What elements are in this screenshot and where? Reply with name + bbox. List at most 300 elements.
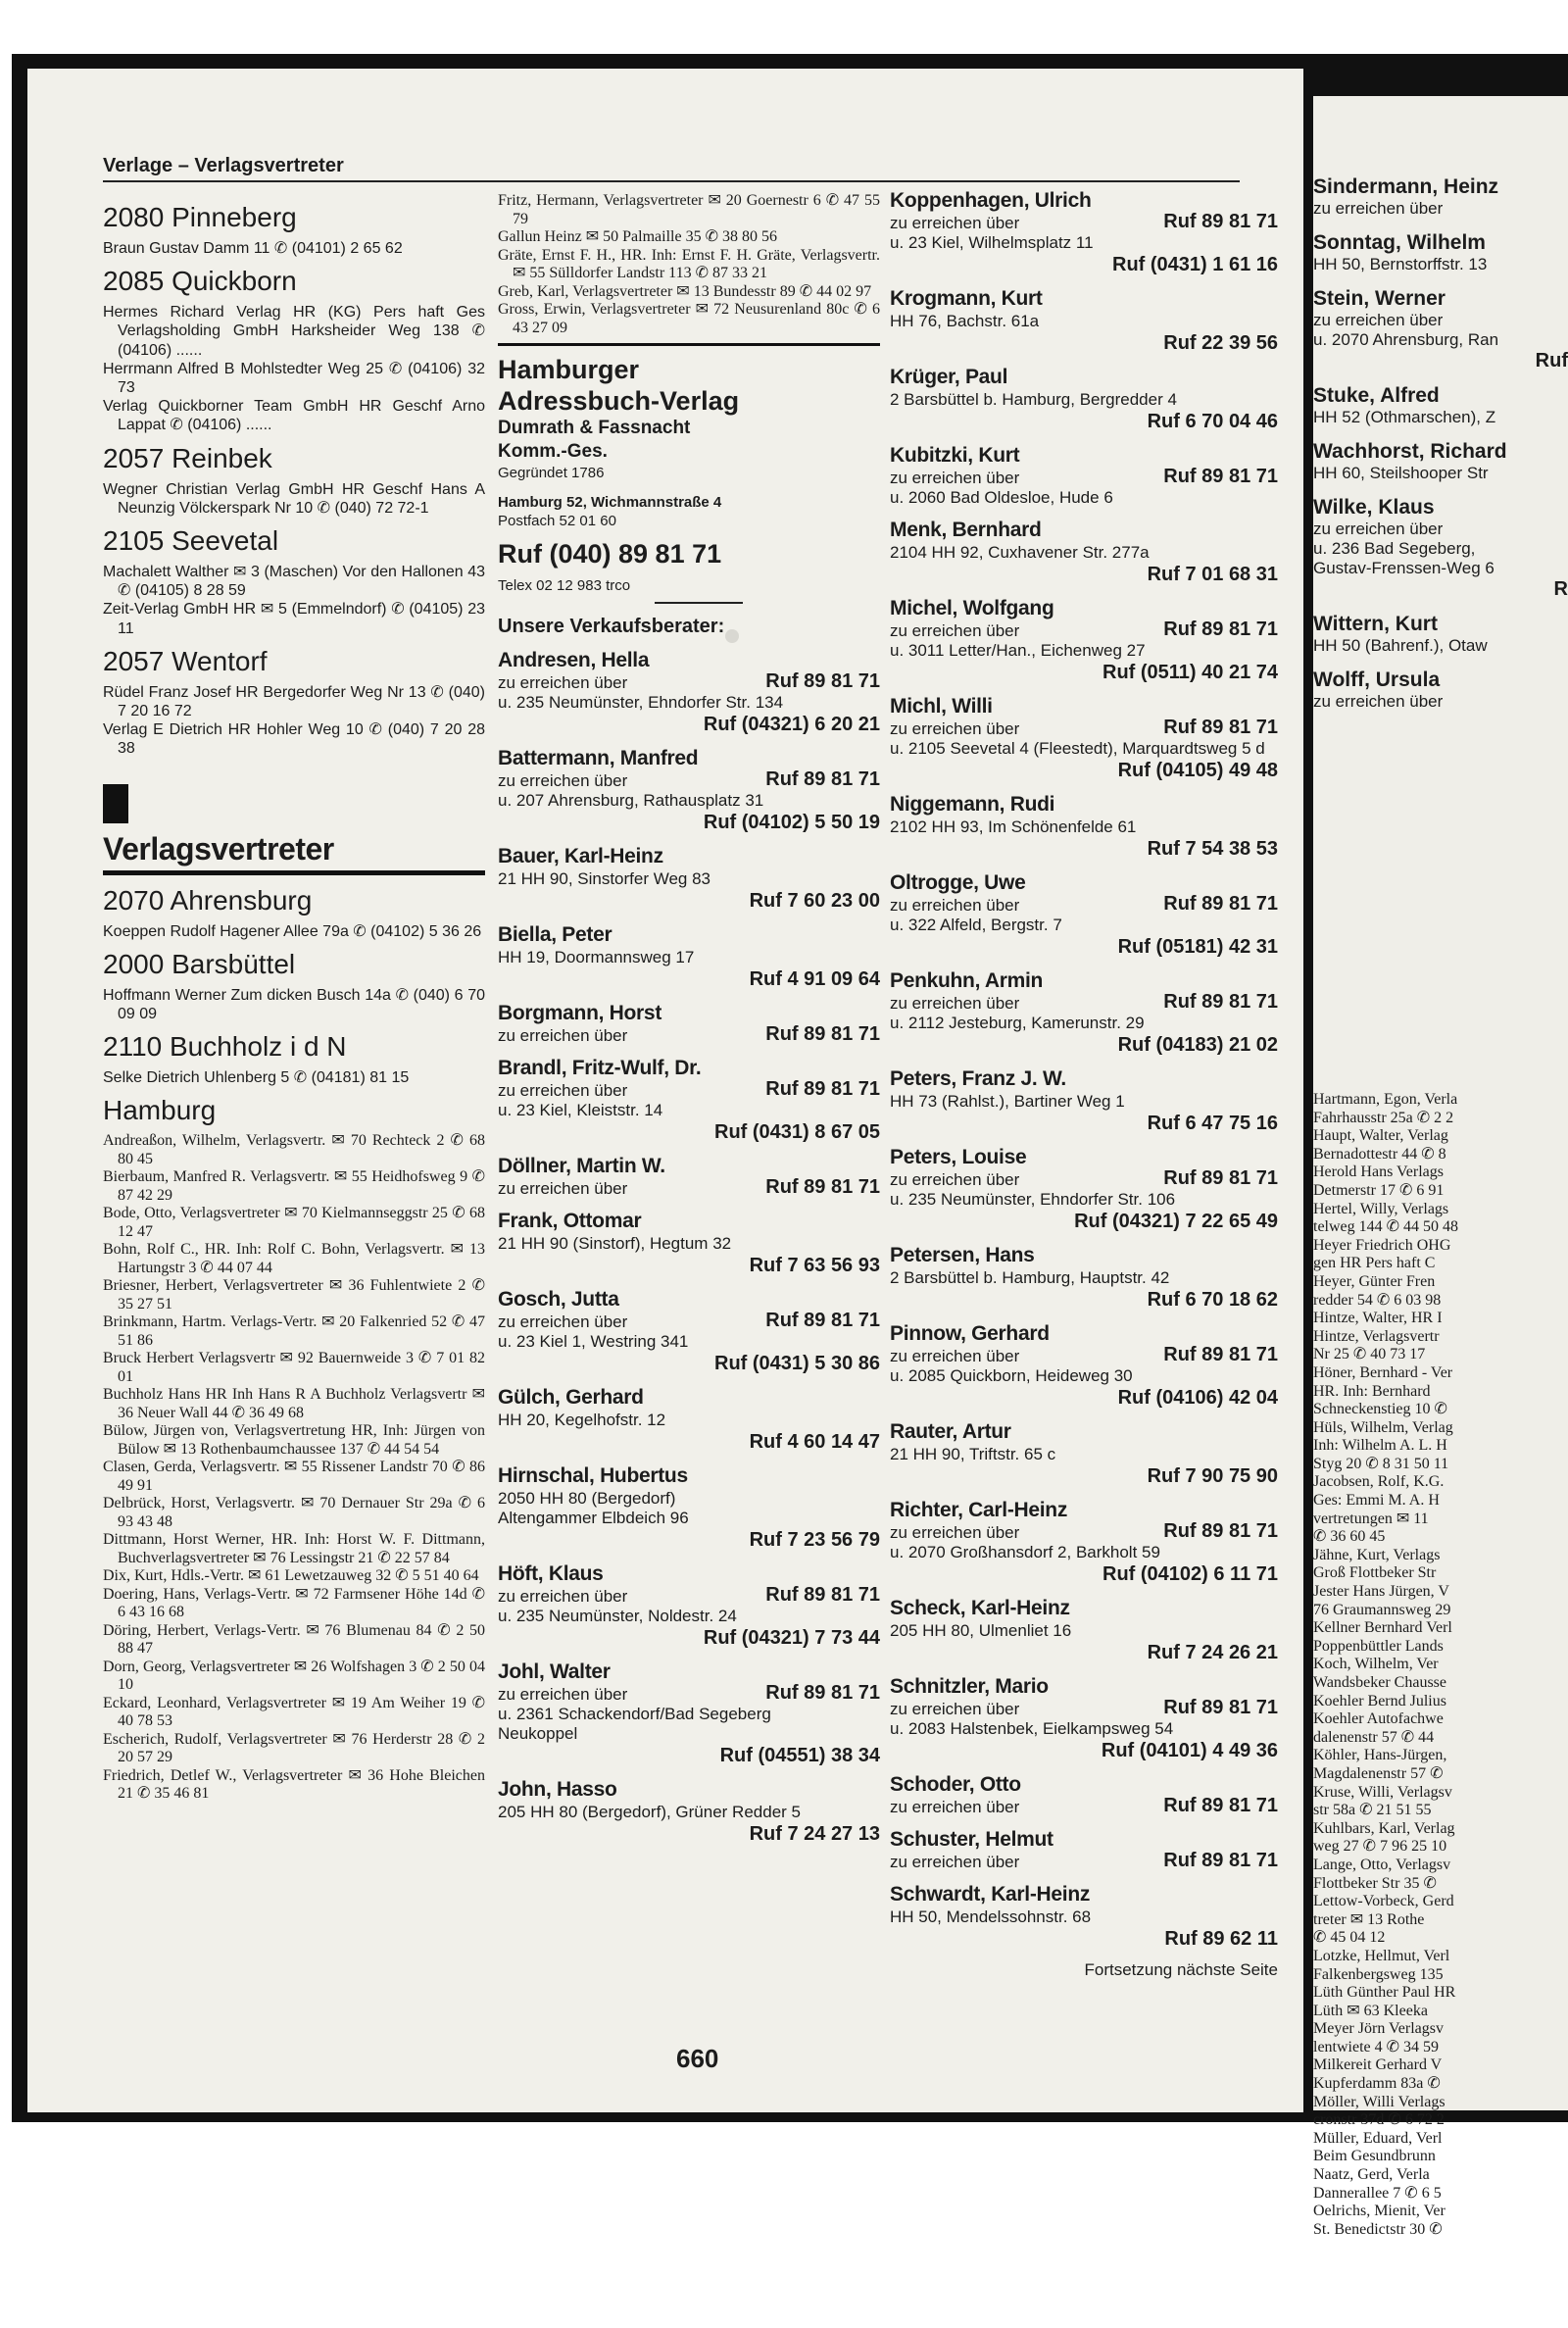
listing-entry: Hertel, Willy, Verlags bbox=[1313, 1200, 1449, 1217]
place-heading: 2110 Buchholz i d N bbox=[103, 1031, 347, 1063]
listing-entry: Dannerallee 7 ✆ 6 5 bbox=[1313, 2184, 1442, 2202]
adviser-line: u. 3011 Letter/Han., Eichenweg 27 bbox=[890, 641, 1146, 660]
page-number: 660 bbox=[676, 2044, 719, 2073]
adviser-name: Michel, Wolfgang bbox=[890, 597, 1054, 619]
adviser-line: u. 2105 Seevetal 4 (Fleestedt), Marquardtsweg 5 d bbox=[890, 739, 1265, 758]
adviser-phone: Ruf 7 01 68 31 bbox=[1147, 564, 1278, 585]
adviser-name: Stuke, Alfred bbox=[1313, 384, 1440, 407]
adviser-line: u. 2083 Halstenbek, Eielkampsweg 54 bbox=[890, 1719, 1174, 1738]
adviser-phone: Ruf (04321) 6 20 21 bbox=[703, 714, 880, 735]
adviser-line: zu erreichen über Ruf 89 81 71 bbox=[890, 1520, 1278, 1542]
listing-entry: Magdalenenstr 57 ✆ bbox=[1313, 1764, 1444, 1782]
adviser-entry bbox=[498, 1463, 880, 1552]
listing-entry: Groß Flottbeker Str bbox=[1313, 1564, 1437, 1582]
listing-entry: dalenenstr 57 ✆ 44 bbox=[1313, 1728, 1435, 1746]
adviser-phone: Ruf 89 81 71 bbox=[1163, 893, 1278, 915]
adviser-line: zu erreichen über Ruf 89 81 71 bbox=[890, 466, 1278, 487]
adviser-entry bbox=[890, 1419, 1278, 1488]
adviser-line: u. 23 Kiel 1, Westring 341 bbox=[498, 1332, 689, 1351]
listing-entry: Inh: Wilhelm A. L. H bbox=[1313, 1437, 1447, 1455]
adviser-phone: Ruf 89 81 71 bbox=[1163, 619, 1278, 640]
listing-entry: Höner, Bernhard - Ver bbox=[1313, 1363, 1453, 1381]
listing-entry: Hintze, Verlagsvertr bbox=[1313, 1327, 1440, 1345]
adviser-entry bbox=[1313, 439, 1568, 483]
adviser-name: Pinnow, Gerhard bbox=[890, 1322, 1050, 1345]
adviser-name: John, Hasso bbox=[498, 1778, 617, 1801]
listing-entry: Verlag Quickborner Team GmbH HR Geschf Arno Lappat ✆ (04106) ...... bbox=[103, 398, 485, 434]
adviser-line: zu erreichen über Ruf 89 81 71 bbox=[890, 1167, 1278, 1189]
adviser-line: Gustav-Frenssen-Weg 6 bbox=[1313, 559, 1494, 577]
listing-entry: Doering, Hans, Verlags-Vertr. ✉ 72 Farmsener Höhe 14d ✆ 6 43 16 68 bbox=[103, 1585, 485, 1621]
listing-entry: Andreaßon, Wilhelm, Verlagsvertr. ✉ 70 Rechteck 2 ✆ 68 80 45 bbox=[103, 1132, 485, 1167]
listing-entry: Naatz, Gerd, Verla bbox=[1313, 2166, 1430, 2184]
publisher-founded: Gegründet 1786 bbox=[498, 465, 605, 481]
listing-entry: Hermes Richard Verlag HR (KG) Pers haft Ges Verlagsholding GmbH Harksheider Weg 138 ✆ (04106) ...... bbox=[103, 304, 485, 359]
adviser-phone: Ruf 7 24 26 21 bbox=[1147, 1642, 1278, 1663]
section-rule bbox=[103, 870, 485, 875]
adviser-name: Bauer, Karl-Heinz bbox=[498, 845, 663, 867]
adviser-entry bbox=[498, 746, 880, 834]
adviser-name: Schwardt, Karl-Heinz bbox=[890, 1883, 1091, 1906]
adviser-line: zu erreichen über Ruf 89 81 71 bbox=[890, 1697, 1278, 1718]
listing-entry: Verlag E Dietrich HR Hohler Weg 10 ✆ (040) 7 20 28 38 bbox=[103, 721, 485, 758]
adviser-entry bbox=[890, 1827, 1278, 1872]
listing-entry: Haupt, Walter, Verlag bbox=[1313, 1127, 1448, 1145]
adviser-phone: Ruf 7 60 23 00 bbox=[749, 890, 880, 912]
adviser-phone: Ruf 89 81 71 bbox=[1163, 466, 1278, 487]
adviser-name: Schuster, Helmut bbox=[890, 1828, 1054, 1851]
adviser-name: Peters, Louise bbox=[890, 1146, 1027, 1168]
continued-note: Fortsetzung nächste Seite bbox=[1084, 1960, 1278, 1979]
adviser-phone: Ruf bbox=[1535, 350, 1568, 371]
listing-entry: Möller, Willi Verlags bbox=[1313, 2093, 1446, 2110]
adviser-line: zu erreichen über Ruf 89 81 71 bbox=[890, 211, 1278, 232]
adviser-line: 21 HH 90 (Sinstorf), Hegtum 32 bbox=[498, 1234, 732, 1253]
adviser-name: Peters, Franz J. W. bbox=[890, 1067, 1066, 1090]
listing-entry: Delbrück, Horst, Verlagsvertr. ✉ 70 Dernauer Str 29a ✆ 6 93 43 48 bbox=[103, 1495, 485, 1530]
listing-entry: Müller, Eduard, Verl bbox=[1313, 2129, 1443, 2147]
adviser-entry bbox=[890, 1674, 1278, 1762]
adviser-name: Penkuhn, Armin bbox=[890, 969, 1044, 992]
adviser-line: zu erreichen über Ruf 89 81 71 bbox=[890, 991, 1278, 1013]
adviser-entry bbox=[498, 922, 880, 991]
adviser-phone: Ruf 7 63 56 93 bbox=[749, 1255, 880, 1276]
adviser-phone: Ruf 89 81 71 bbox=[1163, 1520, 1278, 1542]
adviser-entry bbox=[1313, 612, 1568, 656]
adviser-phone: Ruf (04101) 4 49 36 bbox=[1101, 1740, 1278, 1761]
adviser-name: Stein, Werner bbox=[1313, 287, 1446, 310]
listing-entry: Kellner Bernhard Verl bbox=[1313, 1619, 1452, 1637]
listing-entry: 76 Graumannsweg 29 bbox=[1313, 1601, 1451, 1618]
listing-entry: Eckard, Leonhard, Verlagsvertreter ✉ 19 Am Weiher 19 ✆ 40 78 53 bbox=[103, 1694, 485, 1730]
listing-entry: ✆ 36 60 45 bbox=[1313, 1528, 1386, 1546]
listing-entry: Herrmann Alfred B Mohlstedter Weg 25 ✆ (04106) 32 73 bbox=[103, 360, 485, 397]
listing-entry: lentwiete 4 ✆ 34 59 bbox=[1313, 2038, 1440, 2056]
listing-entry: Flottbeker Str 35 ✆ bbox=[1313, 1874, 1437, 1892]
adviser-entry bbox=[890, 1321, 1278, 1410]
listing-entry: Lotzke, Hellmut, Verl bbox=[1313, 1947, 1450, 1964]
listing-entry: Hoffmann Werner Zum dicken Busch 14a ✆ (040) 6 70 09 09 bbox=[103, 986, 485, 1023]
adviser-phone: Ruf 6 70 18 62 bbox=[1147, 1289, 1278, 1311]
adviser-phone: Ruf 7 23 56 79 bbox=[749, 1529, 880, 1551]
adviser-entry bbox=[890, 792, 1278, 861]
adviser-line: zu erreichen über Ruf 89 81 71 bbox=[890, 1850, 1278, 1871]
adviser-name: Schoder, Otto bbox=[890, 1773, 1021, 1796]
adviser-line: HH 19, Doormannsweg 17 bbox=[498, 948, 695, 966]
verlage-list bbox=[103, 202, 485, 759]
adviser-entry bbox=[498, 844, 880, 913]
adviser-phone: Ruf 7 24 27 13 bbox=[749, 1823, 880, 1845]
listing-entry: Jacobsen, Rolf, K.G. bbox=[1313, 1473, 1445, 1491]
adviser-line: zu erreichen über Ruf 89 81 71 bbox=[498, 1584, 880, 1606]
adviser-name: Oltrogge, Uwe bbox=[890, 871, 1026, 894]
column-3 bbox=[890, 188, 1278, 2322]
listing-entry: Oelrichs, Mienit, Ver bbox=[1313, 2203, 1446, 2220]
adviser-phone: Ruf 89 81 71 bbox=[1163, 991, 1278, 1013]
adviser-line: u. 322 Alfeld, Bergstr. 7 bbox=[890, 916, 1062, 934]
place-heading: 2080 Pinneberg bbox=[103, 202, 297, 232]
adviser-line: u. 235 Neumünster, Noldestr. 24 bbox=[498, 1607, 737, 1625]
listing-entry: Poppenbüttler Lands bbox=[1313, 1637, 1444, 1655]
adviser-line: HH 76, Bachstr. 61a bbox=[890, 312, 1040, 330]
adviser-line: u. 2070 Großhansdorf 2, Barkholt 59 bbox=[890, 1543, 1160, 1561]
adviser-phone: Ruf 22 39 56 bbox=[1163, 332, 1278, 354]
place-heading: 2070 Ahrensburg bbox=[103, 884, 313, 916]
listing-entry: Wegner Christian Verlag GmbH HR Geschf Hans A Neunzig Völckerspark Nr 10 ✆ (040) 72 72-1 bbox=[103, 480, 485, 517]
hamburg-list-continued bbox=[498, 192, 880, 337]
adviser-phone: Ruf 89 81 71 bbox=[765, 1310, 880, 1331]
adviser-name: Wolff, Ursula bbox=[1313, 669, 1441, 691]
listing-entry: vertretungen ✉ 11 bbox=[1313, 1510, 1429, 1527]
listing-entry: str 58a ✆ 21 51 55 bbox=[1313, 1802, 1432, 1819]
listing-entry: Dittmann, Horst Werner, HR. Inh: Horst W. F. Dittmann, Buchverlagsvertreter ✉ 76 Lessingstr 21 ✆ 22 57 84 bbox=[103, 1531, 485, 1566]
listing-entry: Fahrhausstr 25a ✆ 2 2 bbox=[1313, 1109, 1454, 1126]
adviser-entry bbox=[498, 648, 880, 736]
adviser-entry bbox=[890, 188, 1278, 276]
adviser-line: zu erreichen über Ruf 89 81 71 bbox=[890, 1795, 1278, 1816]
listing-entry: Hüls, Wilhelm, Verlag bbox=[1313, 1418, 1453, 1436]
adviser-phone: Ruf 89 81 71 bbox=[1163, 1850, 1278, 1871]
adviser-name: Gosch, Jutta bbox=[498, 1288, 619, 1311]
adviser-line: u. 235 Neumünster, Ehndorfer Str. 106 bbox=[890, 1190, 1176, 1209]
listing-entry: Bernadottestr 44 ✆ 8 bbox=[1313, 1145, 1446, 1163]
listing-entry: Bruck Herbert Verlagsvertr ✉ 92 Bauernweide 3 ✆ 7 01 82 01 bbox=[103, 1350, 485, 1385]
publisher-phone: Ruf (040) 89 81 71 bbox=[498, 539, 722, 569]
place-heading: 2057 Reinbek bbox=[103, 442, 272, 473]
page-header: Verlage – Verlagsvertreter bbox=[103, 155, 344, 176]
adviser-name: Richter, Carl-Heinz bbox=[890, 1499, 1068, 1521]
listing-entry: Falkenbergsweg 135 bbox=[1313, 1965, 1444, 1983]
adviser-entry bbox=[498, 1056, 880, 1144]
adviser-phone: R bbox=[1553, 578, 1568, 600]
listing-entry: Wandsbeker Chausse bbox=[1313, 1674, 1447, 1691]
listing-entry: Rüdel Franz Josef HR Bergedorfer Weg Nr 13 ✆ (040) 7 20 16 72 bbox=[103, 683, 485, 720]
listing-entry: Kruse, Willi, Verlagsv bbox=[1313, 1783, 1452, 1801]
vertreter-list bbox=[103, 885, 485, 1088]
listing-entry: telweg 144 ✆ 44 50 48 bbox=[1313, 1218, 1459, 1236]
publisher-owners: Dumrath & Fassnacht bbox=[498, 418, 691, 438]
adviser-line: HH 50, Bernstorffstr. 13 bbox=[1313, 255, 1488, 273]
listing-entry: Gräte, Ernst F. H., HR. Inh: Ernst F. H. Gräte, Verlagsvertr. ✉ 55 Sülldorfer Landstr 113 ✆ 87 33 21 bbox=[498, 246, 880, 281]
listing-entry: Koehler Autofachwe bbox=[1313, 1710, 1444, 1728]
adviser-phone: Ruf 6 47 75 16 bbox=[1147, 1113, 1278, 1134]
listing-entry: Bierbaum, Manfred R. Verlagsvertr. ✉ 55 Heidhofsweg 9 ✆ 87 42 29 bbox=[103, 1168, 485, 1204]
adviser-line: u. 2112 Jesteburg, Kamerunstr. 29 bbox=[890, 1014, 1145, 1032]
listing-entry: Milkereit Gerhard V bbox=[1313, 2056, 1443, 2074]
adviser-line: zu erreichen über bbox=[1313, 520, 1444, 538]
right-page-ads bbox=[1313, 174, 1568, 723]
adviser-phone: Ruf (0511) 40 21 74 bbox=[1102, 662, 1278, 683]
listing-entry: Bülow, Jürgen von, Verlagsvertretung HR, Inh: Jürgen von Bülow ✉ 13 Rothenbaumchaussee 137 ✆ 44 54 54 bbox=[103, 1422, 485, 1458]
adviser-entry bbox=[1313, 174, 1568, 219]
adviser-line: 2102 HH 93, Im Schönenfelde 61 bbox=[890, 817, 1137, 836]
hamburg-list bbox=[103, 1132, 485, 1804]
listing-entry: ✆ 45 04 12 bbox=[1313, 1929, 1386, 1947]
column-2 bbox=[498, 192, 880, 2326]
adviser-entry bbox=[498, 1385, 880, 1454]
listing-entry: Jester Hans Jürgen, V bbox=[1313, 1583, 1449, 1601]
adviser-name: Krüger, Paul bbox=[890, 366, 1008, 388]
adviser-phone: Ruf 7 90 75 90 bbox=[1147, 1465, 1278, 1487]
adviser-line: zu erreichen über Ruf 89 81 71 bbox=[498, 1310, 880, 1331]
adviser-name: Scheck, Karl-Heinz bbox=[890, 1597, 1070, 1619]
adviser-entry bbox=[1313, 230, 1568, 274]
listing-entry: Detmerstr 17 ✆ 6 91 bbox=[1313, 1181, 1445, 1199]
section-title: Verlagsvertreter bbox=[103, 830, 334, 867]
adviser-entry bbox=[498, 1001, 880, 1046]
adviser-line: 21 HH 90, Sinstorfer Weg 83 bbox=[498, 869, 711, 888]
adviser-line: u. 2070 Ahrensburg, Ran bbox=[1313, 330, 1499, 349]
listing-entry: HR. Inh: Bernhard bbox=[1313, 1382, 1431, 1400]
adviser-line: u. 2085 Quickborn, Heideweg 30 bbox=[890, 1366, 1133, 1385]
adviser-entry bbox=[1313, 383, 1568, 427]
listing-entry: Schneckenstieg 10 ✆ bbox=[1313, 1401, 1447, 1418]
listing-entry: Nr 25 ✆ 40 73 17 bbox=[1313, 1346, 1426, 1363]
adviser-name: Wachhorst, Richard bbox=[1313, 440, 1507, 463]
adviser-name: Sindermann, Heinz bbox=[1313, 175, 1499, 198]
listing-entry: Gallun Heinz ✉ 50 Palmaille 35 ✆ 38 80 56 bbox=[498, 228, 777, 245]
place-heading: 2057 Wentorf bbox=[103, 645, 268, 676]
adviser-entry bbox=[890, 870, 1278, 959]
listing-entry: Köhler, Hans-Jürgen, bbox=[1313, 1747, 1447, 1764]
publisher-name-1: Hamburger bbox=[498, 355, 640, 384]
adviser-name: Wilke, Klaus bbox=[1313, 496, 1435, 519]
adviser-entry bbox=[890, 1596, 1278, 1664]
adviser-name: Schnitzler, Mario bbox=[890, 1675, 1049, 1698]
adviser-name: Kubitzki, Kurt bbox=[890, 444, 1020, 467]
sales-advisers-list bbox=[498, 648, 880, 1846]
adviser-entry bbox=[890, 1772, 1278, 1817]
adviser-name: Sonntag, Wilhelm bbox=[1313, 231, 1486, 254]
listing-entry: Dorn, Georg, Verlagsvertreter ✉ 26 Wolfshagen 3 ✆ 2 50 04 10 bbox=[103, 1658, 485, 1694]
publisher-ad bbox=[498, 354, 880, 638]
listing-entry: Döring, Herbert, Verlags-Vertr. ✉ 76 Blumenau 84 ✆ 2 50 88 47 bbox=[103, 1621, 485, 1658]
adviser-line: 2104 HH 92, Cuxhavener Str. 277a bbox=[890, 543, 1150, 562]
listing-entry: Bode, Otto, Verlagsvertreter ✉ 70 Kielmannseggstr 25 ✆ 68 12 47 bbox=[103, 1205, 485, 1240]
adviser-phone: Ruf (04105) 49 48 bbox=[1117, 760, 1278, 781]
place-heading: 2085 Quickborn bbox=[103, 266, 297, 297]
adviser-phone: Ruf 89 81 71 bbox=[765, 1682, 880, 1704]
adviser-phone: Ruf (04551) 38 34 bbox=[719, 1745, 880, 1766]
adviser-line: u. 23 Kiel, Kleiststr. 14 bbox=[498, 1101, 663, 1119]
adviser-phone: Ruf (05181) 42 31 bbox=[1117, 936, 1278, 958]
listing-entry: Friedrich, Detlef W., Verlagsvertreter ✉ 36 Hohe Bleichen 21 ✆ 35 46 81 bbox=[103, 1766, 485, 1803]
adviser-entry bbox=[890, 596, 1278, 684]
adviser-line: 2 Barsbüttel b. Hamburg, Bergredder 4 bbox=[890, 390, 1177, 409]
adviser-phone: Ruf (04102) 6 11 71 bbox=[1102, 1563, 1278, 1585]
adviser-line: Neukoppel bbox=[498, 1724, 578, 1743]
right-page-list bbox=[1313, 1091, 1568, 2239]
sales-advisers-list-2 bbox=[890, 188, 1278, 1951]
adviser-entry bbox=[1313, 286, 1568, 371]
listing-entry: gen HR Pers haft C bbox=[1313, 1255, 1436, 1272]
header-rule bbox=[103, 180, 1240, 182]
listing-entry: Clasen, Gerda, Verlagsvertr. ✉ 55 Rissener Landstr 70 ✆ 86 49 91 bbox=[103, 1459, 485, 1494]
adviser-name: Höft, Klaus bbox=[498, 1562, 604, 1585]
adviser-entry bbox=[890, 1882, 1278, 1951]
listing-entry: Bohn, Rolf C., HR. Inh: Rolf C. Bohn, Verlagsvertr. ✉ 13 Hartungstr 3 ✆ 44 07 44 bbox=[103, 1241, 485, 1276]
adviser-line: zu erreichen über Ruf 89 81 71 bbox=[498, 1176, 880, 1198]
adviser-entry bbox=[890, 1145, 1278, 1233]
adviser-phone: Ruf (0431) 1 61 16 bbox=[1112, 254, 1278, 275]
adviser-line: u. 236 Bad Segeberg, bbox=[1313, 539, 1476, 558]
listing-entry: cronstr 37d ✆ 6 72 2 bbox=[1313, 2111, 1445, 2129]
listing-entry: weg 27 ✆ 7 96 25 10 bbox=[1313, 1838, 1447, 1856]
adviser-entry bbox=[1313, 668, 1568, 712]
adviser-phone: Ruf 89 81 71 bbox=[765, 768, 880, 790]
listing-entry: Braun Gustav Damm 11 ✆ (04101) 2 65 62 bbox=[103, 240, 403, 257]
listing-entry: Koehler Bernd Julius bbox=[1313, 1692, 1446, 1709]
adviser-phone: Ruf (04102) 5 50 19 bbox=[703, 812, 880, 833]
listing-entry: Escherich, Rudolf, Verlagsvertreter ✉ 76 Herderstr 28 ✆ 2 20 57 29 bbox=[103, 1730, 485, 1766]
listing-entry: Selke Dietrich Uhlenberg 5 ✆ (04181) 81 15 bbox=[103, 1069, 410, 1087]
adviser-entry bbox=[498, 1659, 880, 1767]
adviser-line: u. 2060 Bad Oldesloe, Hude 6 bbox=[890, 488, 1113, 507]
listing-entry: Herold Hans Verlags bbox=[1313, 1164, 1445, 1181]
adviser-line: 2 Barsbüttel b. Hamburg, Hauptstr. 42 bbox=[890, 1268, 1170, 1287]
adviser-line: zu erreichen über Ruf 89 81 71 bbox=[890, 893, 1278, 915]
publisher-postfach: Postfach 52 01 60 bbox=[498, 513, 616, 529]
adviser-line: zu erreichen über Ruf 89 81 71 bbox=[498, 768, 880, 790]
adviser-line: 21 HH 90, Triftstr. 65 c bbox=[890, 1445, 1056, 1463]
listing-entry: Heyer, Günter Fren bbox=[1313, 1272, 1436, 1290]
adviser-name: Frank, Ottomar bbox=[498, 1210, 642, 1232]
publisher-address: Hamburg 52, Wichmannstraße 4 bbox=[498, 494, 722, 511]
adviser-line: u. 2361 Schackendorf/Bad Segeberg bbox=[498, 1705, 771, 1723]
adviser-line: zu erreichen über Ruf 89 81 71 bbox=[498, 1023, 880, 1045]
adviser-line: HH 50, Mendelssohnstr. 68 bbox=[890, 1907, 1092, 1926]
adviser-entry bbox=[890, 694, 1278, 782]
adviser-phone: Ruf 89 81 71 bbox=[1163, 1344, 1278, 1365]
adviser-line: 205 HH 80, Ulmenliet 16 bbox=[890, 1621, 1072, 1640]
adviser-entry bbox=[498, 1561, 880, 1650]
adviser-entry bbox=[890, 286, 1278, 355]
listing-entry: redder 54 ✆ 6 03 98 bbox=[1313, 1291, 1442, 1309]
adviser-name: Borgmann, Horst bbox=[498, 1002, 662, 1024]
adviser-name: Gülch, Gerhard bbox=[498, 1386, 644, 1409]
adviser-name: Battermann, Manfred bbox=[498, 747, 699, 769]
adviser-name: Rauter, Artur bbox=[890, 1420, 1011, 1443]
adviser-entry bbox=[890, 968, 1278, 1057]
listing-entry: Jähne, Kurt, Verlags bbox=[1313, 1546, 1441, 1563]
adviser-phone: Ruf 7 54 38 53 bbox=[1147, 838, 1278, 860]
adviser-phone: Ruf 89 81 71 bbox=[765, 1023, 880, 1045]
sales-advisers-title: Unsere Verkaufsberater: bbox=[498, 616, 725, 637]
adviser-phone: Ruf 4 91 09 64 bbox=[749, 968, 880, 990]
listing-entry: Koeppen Rudolf Hagener Allee 79a ✆ (04102) 5 36 26 bbox=[103, 922, 482, 940]
publisher-legal-form: Komm.-Ges. bbox=[498, 441, 608, 462]
adviser-phone: Ruf (04321) 7 73 44 bbox=[703, 1627, 880, 1649]
listing-entry: Gross, Erwin, Verlagsvertreter ✉ 72 Neusurenland 80c ✆ 6 43 27 09 bbox=[498, 301, 880, 336]
listing-entry: Beim Gesundbrunn bbox=[1313, 2148, 1436, 2165]
adviser-name: Döllner, Martin W. bbox=[498, 1155, 665, 1177]
listing-entry: St. Benedictstr 30 ✆ bbox=[1313, 2220, 1443, 2238]
listing-entry: Meyer Jörn Verlagsv bbox=[1313, 2020, 1445, 2038]
adviser-line: u. 207 Ahrensburg, Rathausplatz 31 bbox=[498, 791, 764, 810]
adviser-phone: Ruf 89 81 71 bbox=[765, 1176, 880, 1198]
adviser-phone: Ruf 89 81 71 bbox=[1163, 717, 1278, 738]
adviser-line: zu erreichen über Ruf 89 81 71 bbox=[890, 717, 1278, 738]
adviser-entry bbox=[890, 365, 1278, 433]
adviser-line: u. 23 Kiel, Wilhelmsplatz 11 bbox=[890, 233, 1094, 252]
adviser-entry bbox=[498, 1209, 880, 1277]
publisher-name-2: Adressbuch-Verlag bbox=[498, 386, 740, 416]
adviser-line: HH 60, Steilshooper Str bbox=[1313, 464, 1489, 482]
column-1 bbox=[103, 194, 485, 2328]
adviser-line: u. 235 Neumünster, Ehndorfer Str. 134 bbox=[498, 693, 784, 712]
adviser-name: Biella, Peter bbox=[498, 923, 612, 946]
listing-entry: Ges: Emmi M. A. H bbox=[1313, 1492, 1440, 1510]
listing-entry: Buchholz Hans HR Inh Hans R A Buchholz Verlagsvertr ✉ 36 Neuer Wall 44 ✆ 36 49 68 bbox=[103, 1386, 485, 1421]
listing-entry: Brinkmann, Hartm. Verlags-Vertr. ✉ 20 Falkenried 52 ✆ 47 51 86 bbox=[103, 1313, 485, 1349]
adviser-name: Andresen, Hella bbox=[498, 649, 650, 671]
adviser-line: zu erreichen über Ruf 89 81 71 bbox=[498, 670, 880, 692]
listing-entry: Lüth Günther Paul HR bbox=[1313, 1984, 1456, 2002]
adviser-line: zu erreichen über Ruf 89 81 71 bbox=[890, 1344, 1278, 1365]
adviser-phone: Ruf 89 62 11 bbox=[1164, 1928, 1278, 1950]
adviser-entry bbox=[890, 1066, 1278, 1135]
listing-entry: Koch, Wilhelm, Ver bbox=[1313, 1656, 1439, 1673]
adviser-name: Hirnschal, Hubertus bbox=[498, 1464, 688, 1487]
adviser-line: zu erreichen über bbox=[1313, 692, 1444, 711]
adviser-entry bbox=[890, 443, 1278, 508]
adviser-phone: Ruf (04183) 21 02 bbox=[1117, 1034, 1278, 1056]
ad-rule bbox=[498, 343, 880, 346]
adviser-line: Altengammer Elbdeich 96 bbox=[498, 1509, 689, 1527]
adviser-phone: Ruf (0431) 5 30 86 bbox=[714, 1353, 880, 1374]
listing-entry: Kuhlbars, Karl, Verlag bbox=[1313, 1819, 1455, 1837]
adviser-phone: Ruf (0431) 8 67 05 bbox=[714, 1121, 880, 1143]
adviser-entry bbox=[1313, 495, 1568, 600]
adviser-entry bbox=[498, 1777, 880, 1846]
adviser-name: Niggemann, Rudi bbox=[890, 793, 1055, 816]
section-marker bbox=[103, 784, 128, 823]
adviser-phone: Ruf 89 81 71 bbox=[765, 1584, 880, 1606]
adviser-phone: Ruf 89 81 71 bbox=[1163, 211, 1278, 232]
listing-entry: Styg 20 ✆ 8 31 50 11 bbox=[1313, 1455, 1449, 1472]
adviser-name: Koppenhagen, Ulrich bbox=[890, 189, 1092, 212]
adviser-entry bbox=[890, 518, 1278, 586]
adviser-phone: Ruf 6 70 04 46 bbox=[1147, 411, 1278, 432]
adviser-line: HH 50 (Bahrenf.), Otaw bbox=[1313, 636, 1488, 655]
listing-entry: Lettow-Vorbeck, Gerd bbox=[1313, 1893, 1454, 1910]
place-heading: 2000 Barsbüttel bbox=[103, 948, 296, 979]
adviser-phone: Ruf 89 81 71 bbox=[765, 1078, 880, 1100]
adviser-phone: Ruf 89 81 71 bbox=[1163, 1795, 1278, 1816]
listing-entry: Greb, Karl, Verlagsvertreter ✉ 13 Bundesstr 89 ✆ 44 02 97 bbox=[498, 282, 872, 300]
adviser-line: HH 52 (Othmarschen), Z bbox=[1313, 408, 1496, 426]
adviser-line: zu erreichen über bbox=[1313, 199, 1444, 218]
